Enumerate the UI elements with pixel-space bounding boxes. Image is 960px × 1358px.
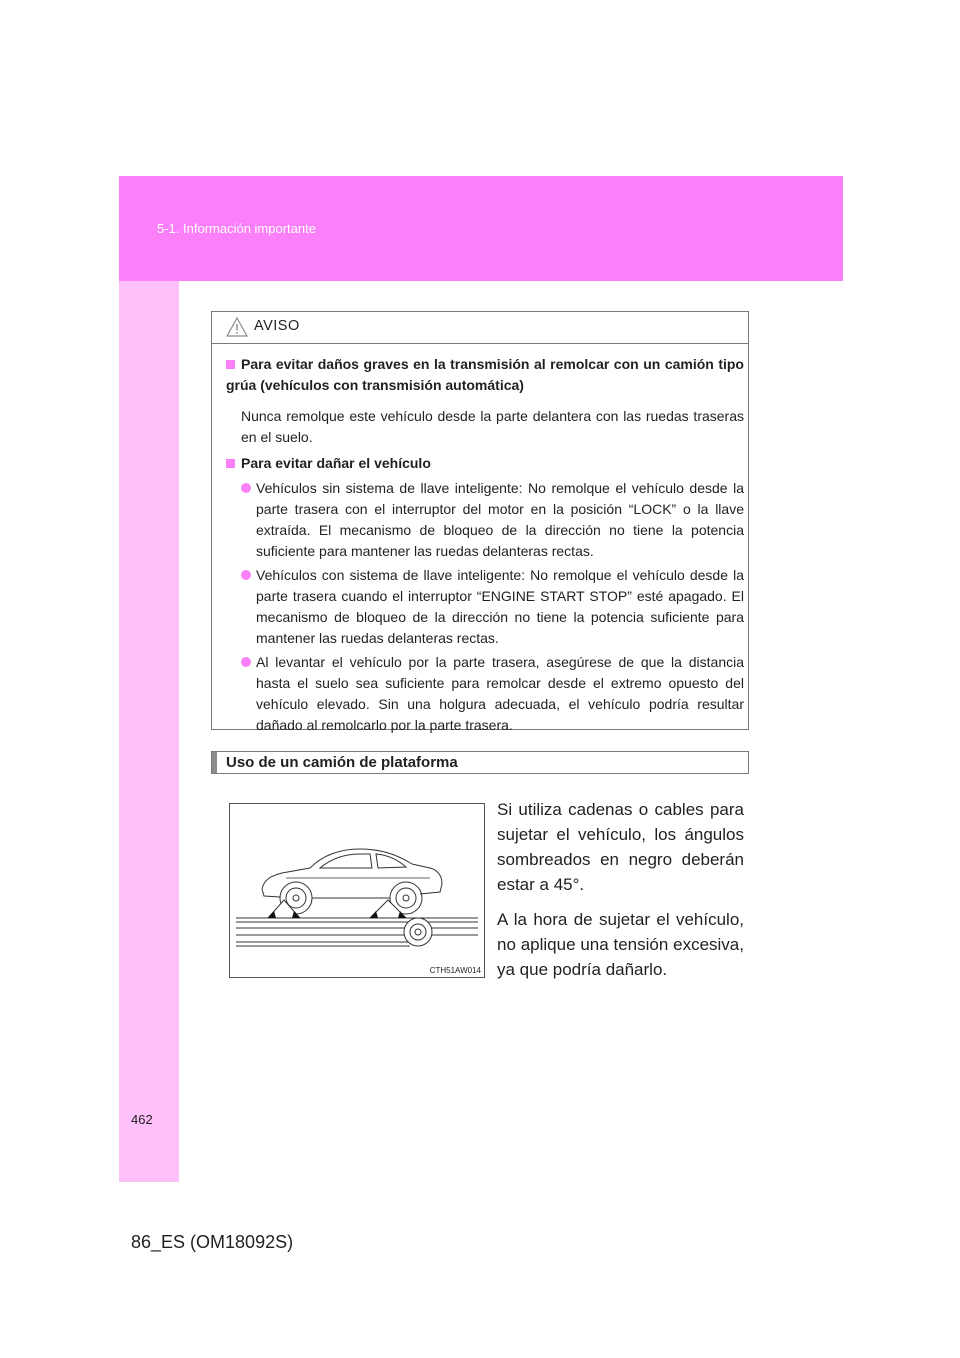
round-bullet-icon [241, 657, 251, 667]
warning-box: AVISO Para evitar daños graves en la transmisión al remolcar con un camión tipo grúa (vehículos con transmisión automática) Nunca remolque este vehículo desde la parte delantera con las ruedas traseras en el suelo. Para evitar dañar el vehículo Vehículos sin sistema de llave inteligente: No remolque el vehículo desde la parte trasera con el interruptor del motor en la posición “LOCK” o la llave extraída. El mecanismo de bloqueo de la dirección no tiene la potencia suficiente para mantener las ruedas delanteras rectas. Vehículos con sistema de llave inteligente: No remolque el vehículo desde la parte trasera cuando el interruptor “ENGINE START STOP” esté apagado. El mecanismo de bloqueo de la dirección no tiene la potencia suficiente para mantener las ruedas delanteras rectas. Al levantar el vehículo por la parte trasera, asegúrese de que la distancia hasta el suelo sea suficiente para remolcar desde el extremo opuesto del vehículo elevado. Sin una holgura adecuada, el vehículo podría resultar dañado al remolcarlo por la parte trasera. [211, 311, 749, 730]
section-paragraph: A la hora de sujetar el vehículo, no aplique una tensión excesiva, ya que podría dañarlo. [497, 910, 744, 979]
page-number: 462 [131, 1112, 153, 1127]
left-margin-band [119, 176, 179, 1182]
square-bullet-icon [226, 360, 235, 369]
car-on-flatbed-drawing [230, 804, 484, 977]
round-bullet-icon [241, 483, 251, 493]
warning-header [212, 312, 748, 344]
warning-triangle-icon [226, 317, 248, 337]
warning-text-transmission: Nunca remolque este vehículo desde la parte delantera con las ruedas traseras en el suelo. [241, 408, 744, 445]
warning-title: AVISO [254, 318, 300, 334]
document-code: 86_ES (OM18092S) [131, 1232, 294, 1252]
section-title: Uso de un camión de plataforma [226, 754, 458, 771]
warning-heading-damage: Para evitar dañar el vehículo [226, 453, 744, 474]
section-accent [212, 752, 217, 773]
section-paragraph: Si utiliza cadenas o cables para sujetar el vehículo, los ángulos sombreados en negro deberán estar a 45°. [497, 800, 744, 894]
figure-code: CTH51AW014 [429, 966, 481, 975]
round-bullet-icon [241, 570, 251, 580]
flatbed-truck-illustration [229, 803, 485, 978]
section-breadcrumb: 5-1. Información importante [157, 221, 316, 236]
warning-heading-transmission: Para evitar daños graves en la transmisión al remolcar con un camión tipo grúa (vehículos con transmisión automática) [226, 356, 744, 393]
square-bullet-icon [226, 459, 235, 468]
section-body [497, 797, 744, 992]
section-heading [211, 751, 749, 774]
